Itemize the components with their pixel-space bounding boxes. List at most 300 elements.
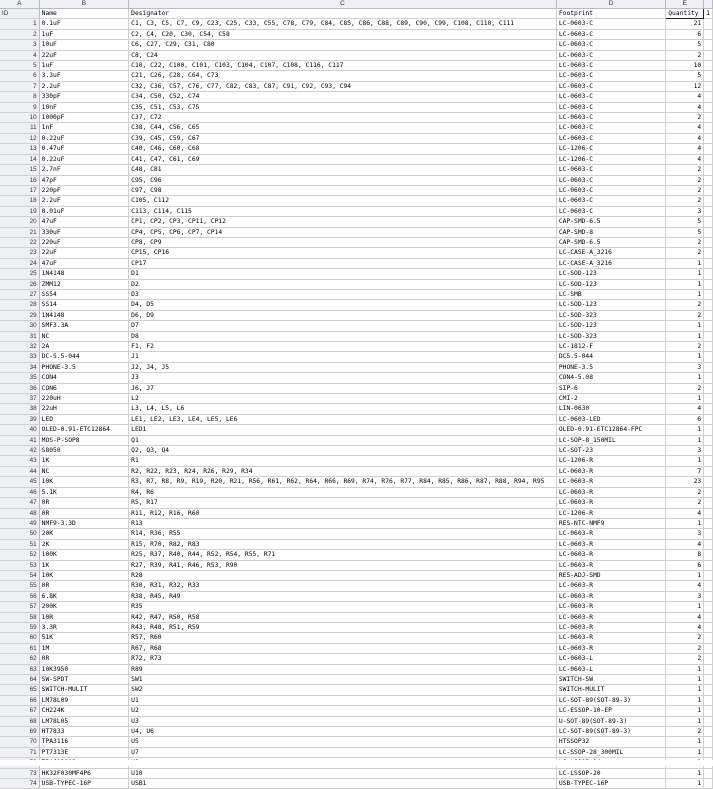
cell-designator[interactable]: R89 bbox=[129, 664, 557, 674]
cell-designator[interactable]: C35, C51, C53, C75 bbox=[129, 102, 557, 112]
cell-extra[interactable] bbox=[704, 175, 713, 185]
cell-name[interactable]: 2A bbox=[39, 342, 129, 352]
cell-quantity[interactable]: 21 bbox=[666, 19, 704, 29]
cell-name[interactable]: 330pF bbox=[39, 92, 129, 102]
cell-quantity[interactable]: 3 bbox=[666, 206, 704, 216]
cell-footprint[interactable]: LC-0603-C bbox=[556, 133, 665, 143]
cell-name[interactable]: 2.2uF bbox=[39, 81, 129, 91]
cell-quantity[interactable]: 4 bbox=[666, 508, 704, 518]
cell-quantity[interactable]: 1 bbox=[666, 289, 704, 299]
cell-quantity[interactable]: 3 bbox=[666, 529, 704, 539]
cell-id[interactable]: 44 bbox=[0, 466, 39, 476]
cell-id[interactable]: 3 bbox=[0, 40, 39, 50]
cell-quantity[interactable]: 2 bbox=[666, 654, 704, 664]
cell-name[interactable]: 2.7nF bbox=[39, 165, 129, 175]
cell-footprint[interactable]: LC-0603-C bbox=[556, 206, 665, 216]
cell-footprint[interactable]: LC-SOD-123 bbox=[556, 269, 665, 279]
cell-quantity[interactable]: 2 bbox=[666, 498, 704, 508]
cell-id[interactable]: 10 bbox=[0, 113, 39, 123]
cell-footprint[interactable]: LC-0603-R bbox=[556, 539, 665, 549]
cell-quantity[interactable]: 5 bbox=[666, 71, 704, 81]
cell-quantity[interactable]: 7 bbox=[666, 466, 704, 476]
cell-name[interactable]: LED bbox=[39, 414, 129, 424]
cell-designator[interactable]: C97, C98 bbox=[129, 185, 557, 195]
cell-footprint[interactable]: LC-SOD-323 bbox=[556, 331, 665, 341]
cell-quantity[interactable]: 1 bbox=[666, 456, 704, 466]
cell-name[interactable]: CON4 bbox=[39, 373, 129, 383]
cell-footprint[interactable]: LC-0603-C bbox=[556, 92, 665, 102]
cell-id[interactable]: 22 bbox=[0, 237, 39, 247]
cell-name[interactable]: 330uF bbox=[39, 227, 129, 237]
cell-id[interactable]: 12 bbox=[0, 133, 39, 143]
cell-quantity[interactable]: 2 bbox=[666, 248, 704, 258]
cell-extra[interactable] bbox=[704, 643, 713, 653]
cell-footprint[interactable]: LC-0603-C bbox=[556, 71, 665, 81]
cell-id[interactable]: 38 bbox=[0, 404, 39, 414]
cell-name[interactable]: 1000pF bbox=[39, 113, 129, 123]
cell-extra[interactable] bbox=[704, 737, 713, 747]
cell-quantity[interactable]: 1 bbox=[666, 352, 704, 362]
cell-name[interactable]: 1N4148 bbox=[39, 310, 129, 320]
cell-designator[interactable]: CP1, CP2, CP3, CP11, CP12 bbox=[129, 217, 557, 227]
cell-footprint[interactable]: LC-SOT-89(SOT-89-3) bbox=[556, 727, 665, 737]
cell-designator[interactable]: R13 bbox=[129, 518, 557, 528]
cell-footprint[interactable]: LC-0603-R bbox=[556, 633, 665, 643]
cell-id[interactable]: 36 bbox=[0, 383, 39, 393]
cell-extra[interactable] bbox=[704, 435, 713, 445]
cell-quantity[interactable]: 2 bbox=[666, 196, 704, 206]
cell-id[interactable]: 23 bbox=[0, 248, 39, 258]
cell-name[interactable]: 220uH bbox=[39, 394, 129, 404]
cell-name[interactable]: 0.22uF bbox=[39, 154, 129, 164]
cell-extra[interactable] bbox=[704, 196, 713, 206]
cell-name[interactable]: TPA3116 bbox=[39, 737, 129, 747]
cell-name[interactable]: 47uF bbox=[39, 217, 129, 227]
cell-designator[interactable]: CP17 bbox=[129, 258, 557, 268]
cell-footprint[interactable]: LC-0603-R bbox=[556, 622, 665, 632]
cell-extra[interactable] bbox=[704, 446, 713, 456]
cell-id[interactable]: 30 bbox=[0, 321, 39, 331]
cell-quantity[interactable]: 1 bbox=[666, 695, 704, 705]
cell-name[interactable]: 10nF bbox=[39, 102, 129, 112]
cell-designator[interactable]: C113, C114, C115 bbox=[129, 206, 557, 216]
cell-name[interactable]: 220pF bbox=[39, 185, 129, 195]
cell-name[interactable]: NC bbox=[39, 466, 129, 476]
cell-extra[interactable] bbox=[704, 165, 713, 175]
cell-designator[interactable]: L3, L4, L5, L6 bbox=[129, 404, 557, 414]
cell-quantity[interactable]: 2 bbox=[666, 185, 704, 195]
column-header-b[interactable]: B bbox=[39, 0, 129, 9]
cell-extra[interactable] bbox=[704, 570, 713, 580]
cell-quantity[interactable]: 3 bbox=[666, 446, 704, 456]
cell-name[interactable]: OLED-0.91-ETC12864 bbox=[39, 425, 129, 435]
cell-quantity[interactable]: 4 bbox=[666, 154, 704, 164]
cell-extra[interactable] bbox=[704, 477, 713, 487]
cell-name[interactable]: 22uF bbox=[39, 50, 129, 60]
cell-quantity[interactable]: 1 bbox=[666, 258, 704, 268]
cell-name[interactable]: PHONE-3.5 bbox=[39, 362, 129, 372]
cell-id[interactable]: 62 bbox=[0, 654, 39, 664]
cell-id[interactable]: 56 bbox=[0, 591, 39, 601]
cell-footprint[interactable]: LC-0603-C bbox=[556, 196, 665, 206]
cell-name[interactable]: 1uF bbox=[39, 61, 129, 71]
cell-id[interactable]: 11 bbox=[0, 123, 39, 133]
column-header-e[interactable]: E bbox=[666, 0, 704, 9]
cell-name[interactable]: 22uH bbox=[39, 404, 129, 414]
cell-id[interactable]: 69 bbox=[0, 727, 39, 737]
cell-id[interactable]: 8 bbox=[0, 92, 39, 102]
cell-quantity[interactable]: 4 bbox=[666, 123, 704, 133]
header-cell-designator[interactable]: Designator bbox=[129, 9, 557, 19]
cell-footprint[interactable]: LC-0603-C bbox=[556, 165, 665, 175]
cell-extra[interactable] bbox=[704, 321, 713, 331]
cell-designator[interactable]: C10, C22, C100, C101, C103, C104, C107, C108, C116, C117 bbox=[129, 61, 557, 71]
cell-designator[interactable]: SW1 bbox=[129, 675, 557, 685]
cell-extra[interactable] bbox=[704, 779, 713, 789]
cell-extra[interactable] bbox=[704, 685, 713, 695]
cell-designator[interactable]: SW2 bbox=[129, 685, 557, 695]
cell-designator[interactable]: R30, R31, R32, R33 bbox=[129, 581, 557, 591]
cell-footprint[interactable]: HTSSOP32 bbox=[556, 737, 665, 747]
cell-name[interactable]: 6.8K bbox=[39, 591, 129, 601]
cell-quantity[interactable]: 6 bbox=[666, 414, 704, 424]
cell-id[interactable]: 63 bbox=[0, 664, 39, 674]
cell-quantity[interactable]: 1 bbox=[666, 779, 704, 789]
cell-designator[interactable]: R15, R70, R82, R83 bbox=[129, 539, 557, 549]
column-header-d[interactable]: D bbox=[556, 0, 665, 9]
cell-extra[interactable] bbox=[704, 300, 713, 310]
cell-footprint[interactable]: LC-0603-C bbox=[556, 175, 665, 185]
cell-id[interactable]: 48 bbox=[0, 508, 39, 518]
cell-id[interactable]: 51 bbox=[0, 539, 39, 549]
cell-id[interactable]: 39 bbox=[0, 414, 39, 424]
cell-id[interactable]: 40 bbox=[0, 425, 39, 435]
cell-extra[interactable] bbox=[704, 747, 713, 757]
cell-extra[interactable] bbox=[704, 133, 713, 143]
cell-extra[interactable] bbox=[704, 456, 713, 466]
cell-extra[interactable] bbox=[704, 622, 713, 632]
cell-footprint[interactable]: CAP-SMD-6.5 bbox=[556, 217, 665, 227]
cell-id[interactable]: 49 bbox=[0, 518, 39, 528]
cell-extra[interactable] bbox=[704, 40, 713, 50]
cell-id[interactable]: 25 bbox=[0, 269, 39, 279]
cell-extra[interactable] bbox=[704, 529, 713, 539]
cell-designator[interactable]: R35 bbox=[129, 602, 557, 612]
cell-quantity[interactable]: 1 bbox=[666, 394, 704, 404]
cell-quantity[interactable]: 2 bbox=[666, 487, 704, 497]
cell-quantity[interactable]: 1 bbox=[666, 570, 704, 580]
cell-id[interactable]: 60 bbox=[0, 633, 39, 643]
column-header-a[interactable]: A bbox=[0, 0, 39, 9]
cell-extra[interactable] bbox=[704, 269, 713, 279]
cell-designator[interactable]: C21, C26, C28, C64, C73 bbox=[129, 71, 557, 81]
cell-footprint[interactable]: LC-0603-C bbox=[556, 50, 665, 60]
cell-name[interactable]: 47uF bbox=[39, 258, 129, 268]
cell-footprint[interactable]: LC-SOP-8_150MIL bbox=[556, 435, 665, 445]
cell-designator[interactable]: CP4, CP5, CP6, CP7, CP14 bbox=[129, 227, 557, 237]
cell-designator[interactable]: U1 bbox=[129, 695, 557, 705]
cell-designator[interactable]: D4, D5 bbox=[129, 300, 557, 310]
cell-name[interactable]: NMF9-3.3D bbox=[39, 518, 129, 528]
cell-footprint[interactable]: DC5.5-044 bbox=[556, 352, 665, 362]
cell-designator[interactable]: R1 bbox=[129, 456, 557, 466]
cell-id[interactable]: 33 bbox=[0, 352, 39, 362]
cell-extra[interactable] bbox=[704, 29, 713, 39]
cell-extra[interactable] bbox=[704, 487, 713, 497]
cell-designator[interactable]: U3 bbox=[129, 716, 557, 726]
cell-name[interactable]: 5.1K bbox=[39, 487, 129, 497]
cell-extra[interactable] bbox=[704, 612, 713, 622]
cell-quantity[interactable]: 2 bbox=[666, 383, 704, 393]
cell-extra[interactable] bbox=[704, 237, 713, 247]
cell-extra[interactable] bbox=[704, 633, 713, 643]
cell-extra[interactable] bbox=[704, 102, 713, 112]
cell-designator[interactable]: USB1 bbox=[129, 779, 557, 789]
cell-extra[interactable] bbox=[704, 81, 713, 91]
cell-footprint[interactable]: CAP-SMD-8 bbox=[556, 227, 665, 237]
cell-id[interactable]: 7 bbox=[0, 81, 39, 91]
cell-extra[interactable] bbox=[704, 581, 713, 591]
cell-extra[interactable] bbox=[704, 50, 713, 60]
cell-footprint[interactable]: LIN-0630 bbox=[556, 404, 665, 414]
cell-extra[interactable] bbox=[704, 466, 713, 476]
cell-extra[interactable] bbox=[704, 664, 713, 674]
cell-name[interactable]: 10K bbox=[39, 570, 129, 580]
cell-designator[interactable]: C8, C24 bbox=[129, 50, 557, 60]
cell-designator[interactable]: R67, R68 bbox=[129, 643, 557, 653]
cell-footprint[interactable]: LC-CASE-A_3216 bbox=[556, 258, 665, 268]
cell-id[interactable]: 59 bbox=[0, 622, 39, 632]
cell-id[interactable]: 15 bbox=[0, 165, 39, 175]
cell-footprint[interactable]: RES-NTC-NMF9 bbox=[556, 518, 665, 528]
cell-designator[interactable]: R14, R36, R55 bbox=[129, 529, 557, 539]
cell-name[interactable]: 0.47uF bbox=[39, 144, 129, 154]
cell-name[interactable]: 220uF bbox=[39, 237, 129, 247]
cell-footprint[interactable]: SIP-6 bbox=[556, 383, 665, 393]
cell-id[interactable]: 27 bbox=[0, 289, 39, 299]
cell-name[interactable]: S8050 bbox=[39, 446, 129, 456]
cell-footprint[interactable]: LC-1812-F bbox=[556, 342, 665, 352]
cell-designator[interactable]: R57, R60 bbox=[129, 633, 557, 643]
cell-id[interactable]: 1 bbox=[0, 19, 39, 29]
cell-footprint[interactable]: CAP-SMD-6.5 bbox=[556, 237, 665, 247]
cell-footprint[interactable]: LC-0603-C bbox=[556, 123, 665, 133]
cell-name[interactable]: 0.01uF bbox=[39, 206, 129, 216]
cell-footprint[interactable]: LC-SMB bbox=[556, 289, 665, 299]
cell-footprint[interactable]: LC-0603-R bbox=[556, 477, 665, 487]
cell-extra[interactable] bbox=[704, 61, 713, 71]
cell-name[interactable]: SS14 bbox=[39, 300, 129, 310]
cell-name[interactable]: 3.3R bbox=[39, 622, 129, 632]
cell-quantity[interactable]: 1 bbox=[666, 518, 704, 528]
cell-footprint[interactable]: RES-ADJ-SMD bbox=[556, 570, 665, 580]
cell-footprint[interactable]: LC-0603-C bbox=[556, 61, 665, 71]
cell-designator[interactable]: C95, C96 bbox=[129, 175, 557, 185]
cell-name[interactable]: HT7833 bbox=[39, 727, 129, 737]
cell-extra[interactable] bbox=[704, 289, 713, 299]
cell-designator[interactable]: Q2, Q3, Q4 bbox=[129, 446, 557, 456]
cell-id[interactable]: 47 bbox=[0, 498, 39, 508]
cell-designator[interactable]: U5 bbox=[129, 737, 557, 747]
cell-id[interactable]: 26 bbox=[0, 279, 39, 289]
cell-extra[interactable] bbox=[704, 258, 713, 268]
cell-quantity[interactable]: 2 bbox=[666, 633, 704, 643]
cell-extra[interactable] bbox=[704, 352, 713, 362]
cell-quantity[interactable]: 4 bbox=[666, 612, 704, 622]
cell-designator[interactable]: J3 bbox=[129, 373, 557, 383]
cell-designator[interactable]: R25, R37, R40, R44, R52, R54, R55, R71 bbox=[129, 550, 557, 560]
cell-quantity[interactable]: 5 bbox=[666, 217, 704, 227]
cell-name[interactable]: 0R bbox=[39, 498, 129, 508]
cell-footprint[interactable]: PHONE-3.5 bbox=[556, 362, 665, 372]
cell-footprint[interactable]: LC-0603-R bbox=[556, 529, 665, 539]
cell-footprint[interactable]: LC-0603-C bbox=[556, 113, 665, 123]
cell-footprint[interactable]: LC-0603-R bbox=[556, 466, 665, 476]
cell-id[interactable]: 2 bbox=[0, 29, 39, 39]
cell-footprint[interactable]: LC-0603-R bbox=[556, 498, 665, 508]
cell-quantity[interactable]: 2 bbox=[666, 50, 704, 60]
cell-quantity[interactable]: 5 bbox=[666, 227, 704, 237]
cell-name[interactable]: SWITCH-MULIT bbox=[39, 685, 129, 695]
cell-extra[interactable] bbox=[704, 310, 713, 320]
cell-id[interactable]: 17 bbox=[0, 185, 39, 195]
cell-id[interactable]: 24 bbox=[0, 258, 39, 268]
cell-id[interactable]: 4 bbox=[0, 50, 39, 60]
cell-name[interactable]: 10uF bbox=[39, 40, 129, 50]
cell-name[interactable]: SW-SPDT bbox=[39, 675, 129, 685]
cell-designator[interactable]: J6, J7 bbox=[129, 383, 557, 393]
cell-footprint[interactable]: LC-0603-L bbox=[556, 664, 665, 674]
cell-footprint[interactable]: OLED-0.91-ETC12864-FPC bbox=[556, 425, 665, 435]
cell-extra[interactable] bbox=[704, 227, 713, 237]
cell-extra[interactable] bbox=[704, 404, 713, 414]
cell-footprint[interactable]: LC-0603-R bbox=[556, 550, 665, 560]
cell-footprint[interactable]: U-SOT-89(SOT-89-3) bbox=[556, 716, 665, 726]
cell-id[interactable]: 34 bbox=[0, 362, 39, 372]
cell-quantity[interactable]: 1 bbox=[666, 373, 704, 383]
cell-extra[interactable] bbox=[704, 185, 713, 195]
cell-designator[interactable]: J2, J4, J5 bbox=[129, 362, 557, 372]
cell-designator[interactable]: LED1 bbox=[129, 425, 557, 435]
cell-designator[interactable]: CP8, CP9 bbox=[129, 237, 557, 247]
header-cell-extra[interactable]: 1 bbox=[704, 9, 713, 19]
cell-extra[interactable] bbox=[704, 383, 713, 393]
cell-footprint[interactable]: LC-CASE-A_3216 bbox=[556, 248, 665, 258]
header-cell-name[interactable]: Name bbox=[39, 9, 129, 19]
cell-designator[interactable]: R28 bbox=[129, 570, 557, 580]
cell-name[interactable]: 0.22uF bbox=[39, 133, 129, 143]
header-cell-id[interactable]: ID bbox=[0, 9, 39, 19]
cell-footprint[interactable]: LC-0603-C bbox=[556, 102, 665, 112]
cell-quantity[interactable]: 2 bbox=[666, 643, 704, 653]
cell-designator[interactable]: J1 bbox=[129, 352, 557, 362]
cell-quantity[interactable]: 8 bbox=[666, 550, 704, 560]
cell-extra[interactable] bbox=[704, 675, 713, 685]
cell-id[interactable]: 66 bbox=[0, 695, 39, 705]
cell-quantity[interactable]: 6 bbox=[666, 560, 704, 570]
cell-id[interactable]: 71 bbox=[0, 747, 39, 757]
cell-id[interactable]: 9 bbox=[0, 102, 39, 112]
cell-id[interactable]: 32 bbox=[0, 342, 39, 352]
cell-designator[interactable]: C40, C46, C60, C68 bbox=[129, 144, 557, 154]
cell-quantity[interactable]: 5 bbox=[666, 40, 704, 50]
cell-footprint[interactable]: LC-1206-C bbox=[556, 144, 665, 154]
cell-id[interactable]: 41 bbox=[0, 435, 39, 445]
cell-id[interactable]: 54 bbox=[0, 570, 39, 580]
cell-quantity[interactable]: 10 bbox=[666, 61, 704, 71]
cell-extra[interactable] bbox=[704, 654, 713, 664]
cell-footprint[interactable]: LC-SOD-323 bbox=[556, 310, 665, 320]
cell-designator[interactable]: CP15, CP16 bbox=[129, 248, 557, 258]
cell-quantity[interactable]: 1 bbox=[666, 685, 704, 695]
cell-designator[interactable]: R5, R17 bbox=[129, 498, 557, 508]
cell-id[interactable]: 21 bbox=[0, 227, 39, 237]
cell-id[interactable]: 13 bbox=[0, 144, 39, 154]
cell-id[interactable]: 74 bbox=[0, 779, 39, 789]
cell-footprint[interactable]: LC-0603-C bbox=[556, 185, 665, 195]
cell-extra[interactable] bbox=[704, 414, 713, 424]
cell-quantity[interactable]: 4 bbox=[666, 539, 704, 549]
cell-quantity[interactable]: 3 bbox=[666, 591, 704, 601]
cell-footprint[interactable]: LC-0603-R bbox=[556, 643, 665, 653]
cell-footprint[interactable]: LC-0603-R bbox=[556, 602, 665, 612]
cell-name[interactable]: 10K bbox=[39, 477, 129, 487]
cell-footprint[interactable]: CMI-2 bbox=[556, 394, 665, 404]
cell-extra[interactable] bbox=[704, 92, 713, 102]
cell-id[interactable]: 20 bbox=[0, 217, 39, 227]
cell-id[interactable]: 70 bbox=[0, 737, 39, 747]
cell-designator[interactable]: C48, C81 bbox=[129, 165, 557, 175]
cell-id[interactable]: 52 bbox=[0, 550, 39, 560]
cell-id[interactable]: 57 bbox=[0, 602, 39, 612]
cell-name[interactable]: 1K bbox=[39, 456, 129, 466]
cell-designator[interactable]: D1 bbox=[129, 269, 557, 279]
cell-name[interactable]: 200K bbox=[39, 602, 129, 612]
cell-name[interactable]: 2K bbox=[39, 539, 129, 549]
cell-extra[interactable] bbox=[704, 591, 713, 601]
cell-id[interactable]: 31 bbox=[0, 331, 39, 341]
cell-name[interactable]: ZMM12 bbox=[39, 279, 129, 289]
cell-designator[interactable]: R2, R22, R23, R24, R26, R29, R34 bbox=[129, 466, 557, 476]
cell-extra[interactable] bbox=[704, 206, 713, 216]
cell-extra[interactable] bbox=[704, 279, 713, 289]
cell-designator[interactable]: C41, C47, C61, C69 bbox=[129, 154, 557, 164]
cell-extra[interactable] bbox=[704, 518, 713, 528]
cell-name[interactable]: 0.1uF bbox=[39, 19, 129, 29]
cell-footprint[interactable]: LC-1206-R bbox=[556, 456, 665, 466]
cell-id[interactable]: 64 bbox=[0, 675, 39, 685]
cell-id[interactable]: 42 bbox=[0, 446, 39, 456]
cell-quantity[interactable]: 4 bbox=[666, 404, 704, 414]
cell-designator[interactable]: C38, C44, C56, C65 bbox=[129, 123, 557, 133]
cell-quantity[interactable]: 1 bbox=[666, 425, 704, 435]
cell-quantity[interactable]: 23 bbox=[666, 477, 704, 487]
cell-name[interactable]: SS54 bbox=[39, 289, 129, 299]
cell-id[interactable]: 65 bbox=[0, 685, 39, 695]
cell-name[interactable]: SMF3.3A bbox=[39, 321, 129, 331]
cell-footprint[interactable]: LC-1206-C bbox=[556, 154, 665, 164]
cell-extra[interactable] bbox=[704, 113, 713, 123]
cell-quantity[interactable]: 3 bbox=[666, 362, 704, 372]
column-header-f[interactable] bbox=[704, 0, 713, 9]
cell-footprint[interactable]: LC-0603-R bbox=[556, 612, 665, 622]
cell-name[interactable]: 1nF bbox=[39, 123, 129, 133]
cell-extra[interactable] bbox=[704, 539, 713, 549]
cell-extra[interactable] bbox=[704, 331, 713, 341]
cell-name[interactable]: 0R bbox=[39, 581, 129, 591]
cell-footprint[interactable]: LC-LSSOP-20 bbox=[556, 768, 665, 778]
cell-footprint[interactable]: LC-SOD-123 bbox=[556, 300, 665, 310]
